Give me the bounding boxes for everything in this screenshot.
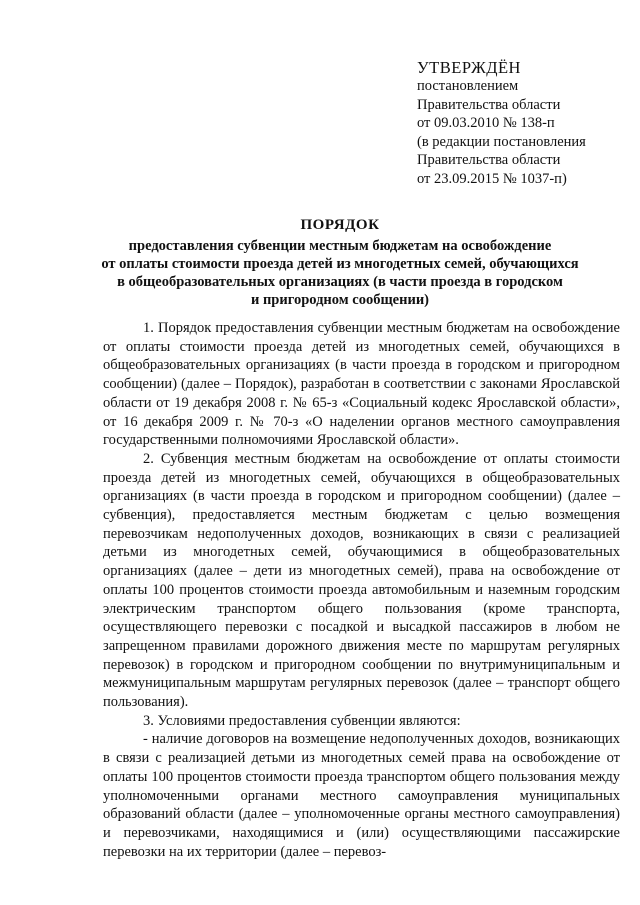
paragraph-1: 1. Порядок предоставления субвенции местным бюджетам на освобождение от оплаты стоимости проезда детей из многодетных семей, обучающихся в общеобразовательных организациях (в части проезда в городском и пригородном сообщении) (далее – Порядок), разработан в соответствии с законами Ярославской области от 19 декабря 2008 г. № 65-з «Социальный кодекс Ярославской области», от 16 декабря 2009 г. № 70-з «О наделении органов местного самоуправления государственными полномочиями Ярославской области».	[103, 320, 620, 449]
paragraph-3: 3. Условиями предоставления субвенции являются:	[143, 712, 461, 729]
approval-line: от 09.03.2010 № 138-п	[417, 115, 555, 131]
heading-line: и пригородном сообщении)	[250, 292, 430, 308]
heading-line: от оплаты стоимости проезда детей из многодетных семей, обучающихся	[101, 256, 579, 272]
approval-line: от 23.09.2015 № 1037-п)	[417, 170, 567, 187]
approval-title: УТВЕРЖДЁН	[417, 58, 521, 77]
document-heading	[60, 216, 620, 309]
approval-line: (в редакции постановления	[417, 133, 586, 150]
approval-block	[417, 58, 586, 188]
approval-line: Правительства области	[417, 152, 561, 168]
approval-line: постановлением	[417, 78, 519, 94]
heading-line: предоставления субвенции местным бюджетам на освобождение	[128, 238, 552, 254]
heading-line: в общеобразовательных организациях (в части проезда в городском	[117, 274, 563, 290]
paragraph-4: - наличие договоров на возмещение недополученных доходов, возникающих в связи с реализацией детьми из многодетных семей права на освобождение от оплаты 100 процентов стоимости проезда транспортом общего пользования между уполномоченными органами местного самоуправления муниципальных образований области (далее – уполномоченные органы местного самоуправления) и перевозчиками, находящимися и (или) осуществляющими пассажирские перевозки на их территории (далее – перевоз-	[103, 731, 620, 860]
document-title: ПОРЯДОК	[300, 217, 380, 233]
document-body	[103, 319, 620, 861]
approval-line: Правительства области	[417, 96, 561, 113]
paragraph-2: 2. Субвенция местным бюджетам на освобождение от оплаты стоимости проезда детей из многодетных семей, обучающихся в общеобразовательных организациях (в части проезда в городском и пригородном сообщении) (далее – субвенция), предоставляется местным бюджетам с целью возмещения перевозчикам недополученных доходов, возникающих в связи с реализацией детьми из многодетных семей, обучающимися в общеобразовательных организациях (далее – дети из многодетных семей), права на освобождение от оплаты 100 процентов стоимости проезда автомобильным и наземным городским электрическим транспортом общего пользования (кроме транспорта, осуществляющего перевозки с посадкой и высадкой пассажиров в любом не запрещенном правилами дорожного движения месте по маршрутам регулярных перевозок) в городском и пригородном сообщении по внутримуниципальным и межмуниципальным маршрутам регулярных перевозок (далее – транспорт общего пользования).	[103, 450, 620, 711]
